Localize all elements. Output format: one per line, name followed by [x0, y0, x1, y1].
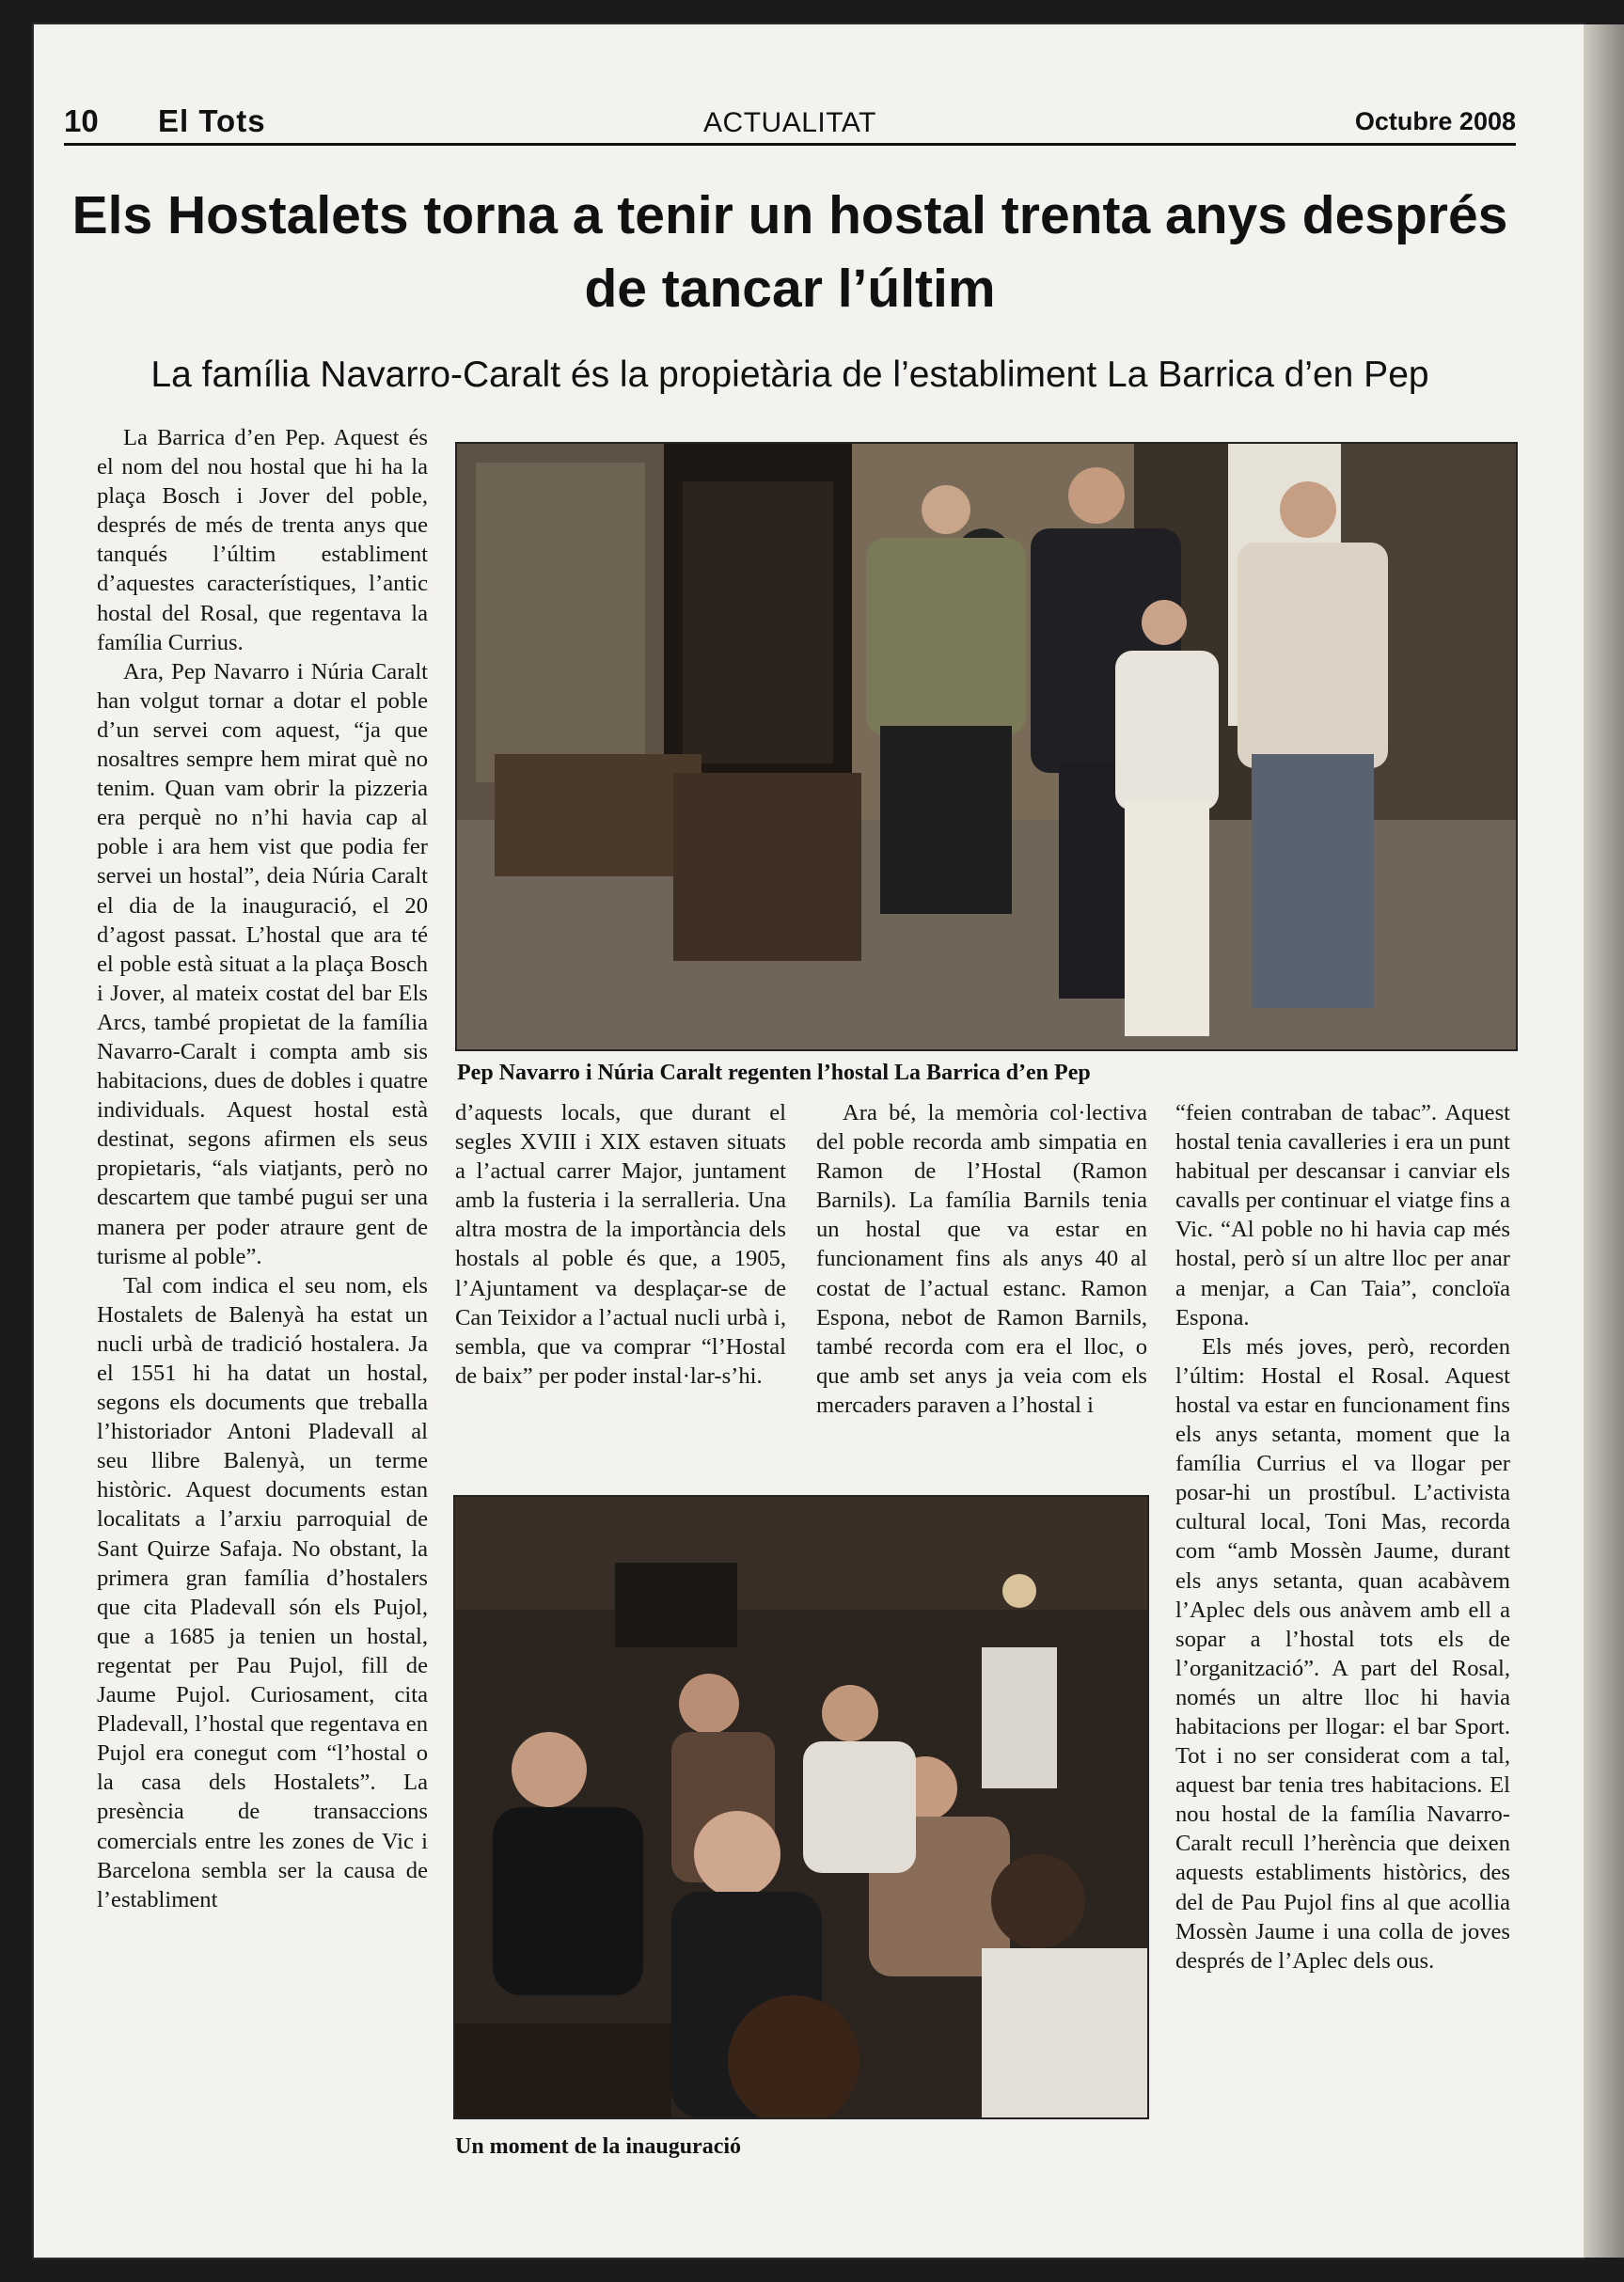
publication-name: El Tots: [158, 103, 266, 138]
article-column-2: [455, 1098, 786, 1391]
page-header: [64, 102, 1516, 146]
photo-caption-bottom: Un moment de la inauguració: [455, 2134, 742, 2159]
paragraph: Ara, Pep Navarro i Núria Caralt han volgut tornar a dotar el poble d’un servei com aquest, “ja que nosaltres sempre hem mirat què no tenim. Quan vam obrir la pizzeria era perquè no n’hi havia cap al poble i ara hem vist que podia fer servei un hostal”, deia Núria Caralt el dia de la inauguració, el 20 d’agost passat. L’hostal que ara té el poble està situat a la plaça Bosch i Jover, al mateix costat del bar Els Arcs, també propietat de la família Navarro-Caralt i compta amb sis habitacions, dues de dobles i quatre individuals. Aquest hostal està destinat, segons afirmen els seus propietaris, “als viatjants, però no descartem que també pugui ser una manera per poder atraure gent de turisme al poble”.: [97, 658, 428, 1269]
photo-inauguration: [453, 1495, 1149, 2119]
paragraph: “feien contraban de tabac”. Aquest hostal tenia cavalleries i era un punt habitual per descansar i canviar els cavalls per continuar el viatge fins a Vic. “Al poble no hi havia cap més hostal, però sí un altre lloc per anar a menjar, a Can Taia”, concloïa Espona.: [1175, 1100, 1510, 1330]
article-title: Els Hostalets torna a tenir un hostal trenta anys després de tancar l’últim: [71, 185, 1508, 319]
article-column-4: [1175, 1098, 1510, 1975]
paragraph: Ara bé, la memòria col·lectiva del poble recorda amb simpatia en Ramon de l’Hostal (Ramon Barnils). La família Barnils tenia un hostal que va estar en funcionament fins als anys 40 al costat de l’actual estanc. Ramon Espona, nebot de Ramon Barnils, també recorda com era el lloc, o que amb set anys ja veia com els mercaders paraven a l’hostal i: [816, 1100, 1147, 1418]
article-column-1: [97, 423, 428, 1914]
article-subtitle: La família Navarro-Caralt és la propietària de l’establiment La Barrica d’en Pep: [150, 354, 1429, 395]
paragraph: d’aquests locals, que durant el segles XVIII i XIX estaven situats a l’actual carrer Major, juntament amb la fusteria i la serralleria. Una altra mostra de la importància dels hostals al poble és que, a 1905, l’Ajuntament va desplaçar-se de Can Teixidor a l’actual nucli urbà i, sembla, que va comprar “l’Hostal de baix” per poder instal·lar-s’hi.: [455, 1100, 786, 1389]
article-column-3: [816, 1098, 1147, 1420]
photo-owners: [455, 442, 1518, 1051]
section-name: ACTUALITAT: [703, 107, 876, 138]
page-number: 10: [64, 103, 99, 138]
issue-date: Octubre 2008: [1354, 107, 1516, 135]
photo-caption-top: Pep Navarro i Núria Caralt regenten l’hostal La Barrica d’en Pep: [457, 1061, 1091, 1085]
next-page-edge: [1584, 24, 1624, 2258]
paragraph: Els més joves, però, recorden l’últim: Hostal el Rosal. Aquest hostal va estar en funcionament fins els anys setanta, moment que la família Currius el va llogar per posar-hi un prostíbul. L’activista cultural local, Toni Mas, recorda com “amb Mossèn Jaume, durant els anys setanta, quan acabàvem l’Aplec dels ous anàvem amb ell a sopar a l’hostal tots els de l’organització”. A part del Rosal, només un altre lloc hi havia habitacions per llogar: el bar Sport. Tot i no ser considerat com a tal, aquest bar tenia tres habitacions. El nou hostal de la família Navarro-Caralt recull l’herència que deixen aquests establiments històrics, des del de Pau Pujol fins al que acollia Mossèn Jaume i una colla de joves després de l’Aplec dels ous.: [1175, 1333, 1510, 1974]
paragraph: La Barrica d’en Pep. Aquest és el nom del nou hostal que hi ha la plaça Bosch i Jover del poble, després de més de trenta anys que tanqués l’últim establiment d’aquestes característiques, l’antic hostal del Rosal, que regentava la família Currius.: [97, 425, 428, 655]
paragraph: Tal com indica el seu nom, els Hostalets de Balenyà ha estat un nucli urbà de tradició hostalera. Ja el 1551 hi ha datat un hostal, segons els documents que treballa l’historiador Antoni Pladevall al seu llibre Balenyà, un terme històric. Aquest documents estan localitats a l’arxiu parroquial de Sant Quirze Safaja. No obstant, la primera gran família d’hostalers que cita Pladevall són els Pujol, que a 1685 ja tenien un hostal, regentat per Pau Pujol, fill de Jaume Pujol. Curiosament, cita Pladevall, l’hostal que regentava en Pujol era conegut com “l’hostal o la casa dels Hostalets”. La presència de transaccions comercials entre les zones de Vic i Barcelona sembla ser la causa de l’establiment: [97, 1272, 428, 1912]
